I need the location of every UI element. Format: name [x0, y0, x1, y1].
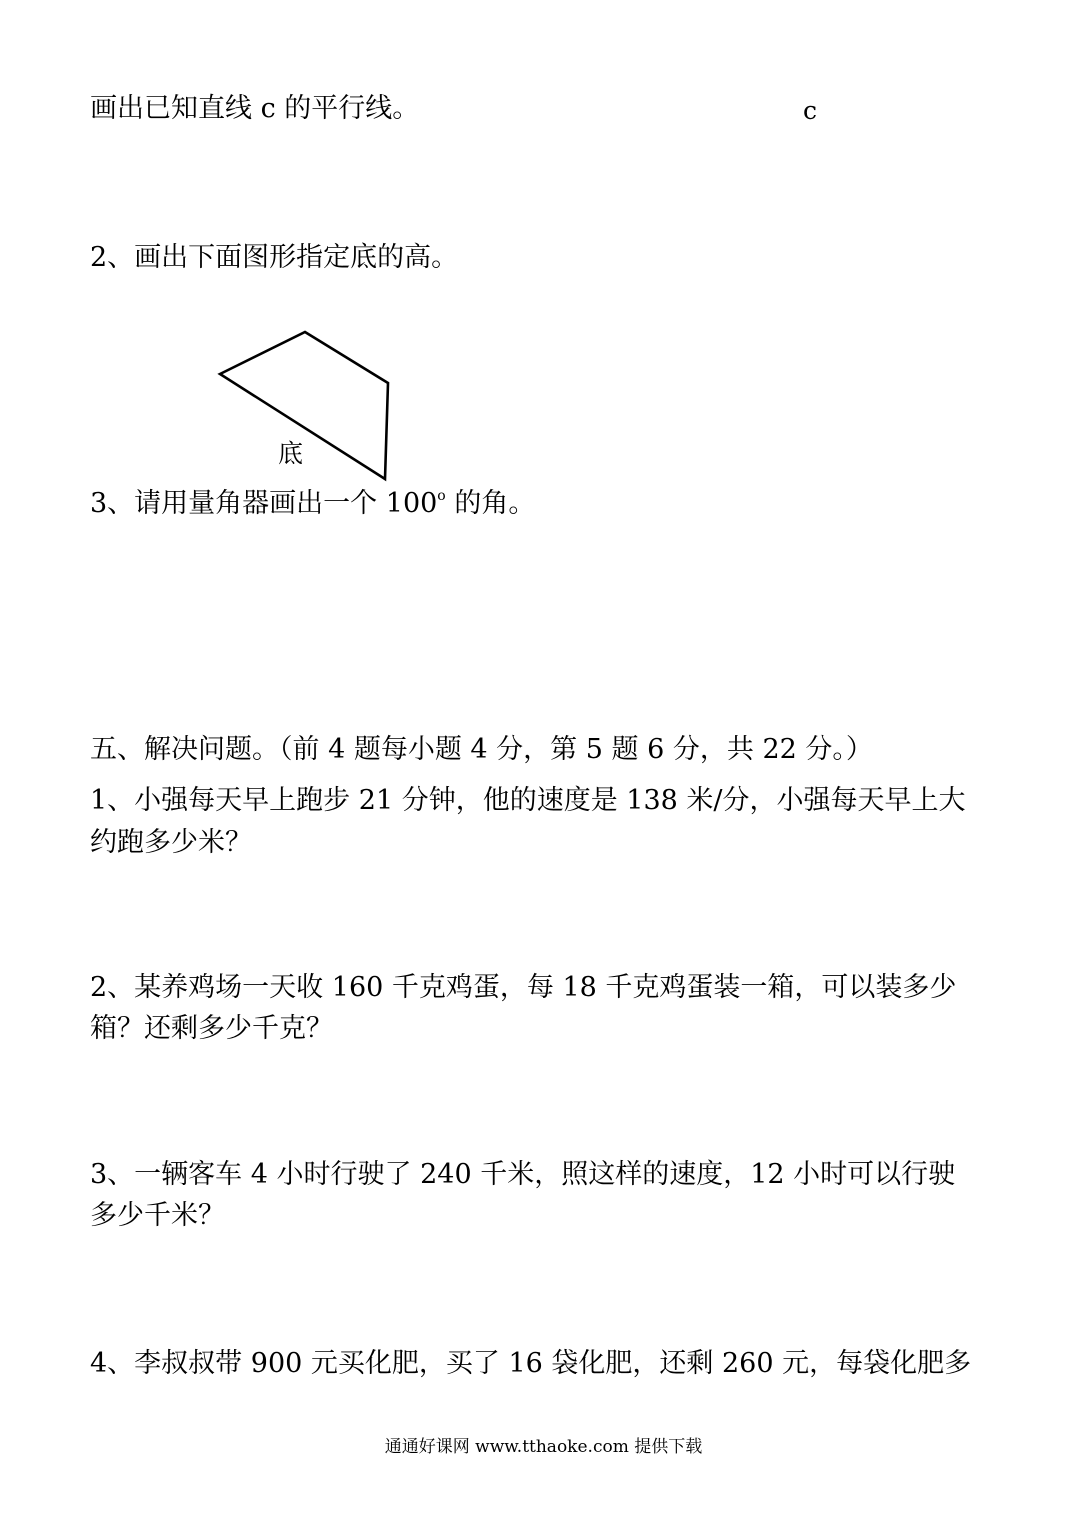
question-parallel-line: 画出已知直线 c 的平行线。 [90, 93, 420, 124]
problem-3-line-1: 3、一辆客车 4 小时行驶了 240 千米，照这样的速度，12 小时可以行驶 [90, 1159, 956, 1190]
footer-credit: 通通好课网 www.tthaoke.com 提供下载 [384, 1437, 703, 1457]
problem-2-line-2: 箱？还剩多少千克？ [90, 1013, 333, 1044]
quadrilateral-outline [220, 332, 388, 479]
question-draw-height: 2、画出下面图形指定底的高。 [90, 242, 459, 273]
problem-4-line-1: 4、李叔叔带 900 元买化肥，买了 16 袋化肥，还剩 260 元，每袋化肥多 [90, 1348, 972, 1379]
degree-symbol: o [437, 488, 446, 504]
question-angle-text: 3、请用量角器画出一个 100 [90, 488, 438, 519]
problem-1-line-1: 1、小强每天早上跑步 21 分钟，他的速度是 138 米/分，小强每天早上大 [90, 785, 966, 816]
base-label: 底 [278, 439, 304, 468]
question-draw-angle [90, 487, 535, 521]
question-angle-suffix: 的角。 [445, 488, 536, 519]
problem-1-line-2: 约跑多少米？ [90, 827, 252, 858]
problem-2-line-1: 2、某养鸡场一天收 160 千克鸡蛋，每 18 千克鸡蛋装一箱，可以装多少 [90, 972, 957, 1003]
line-c-label: c [803, 96, 818, 125]
section-heading: 五、解决问题。（前 4 题每小题 4 分，第 5 题 6 分，共 22 分。） [90, 734, 873, 765]
problem-3-line-2: 多少千米？ [90, 1200, 225, 1231]
